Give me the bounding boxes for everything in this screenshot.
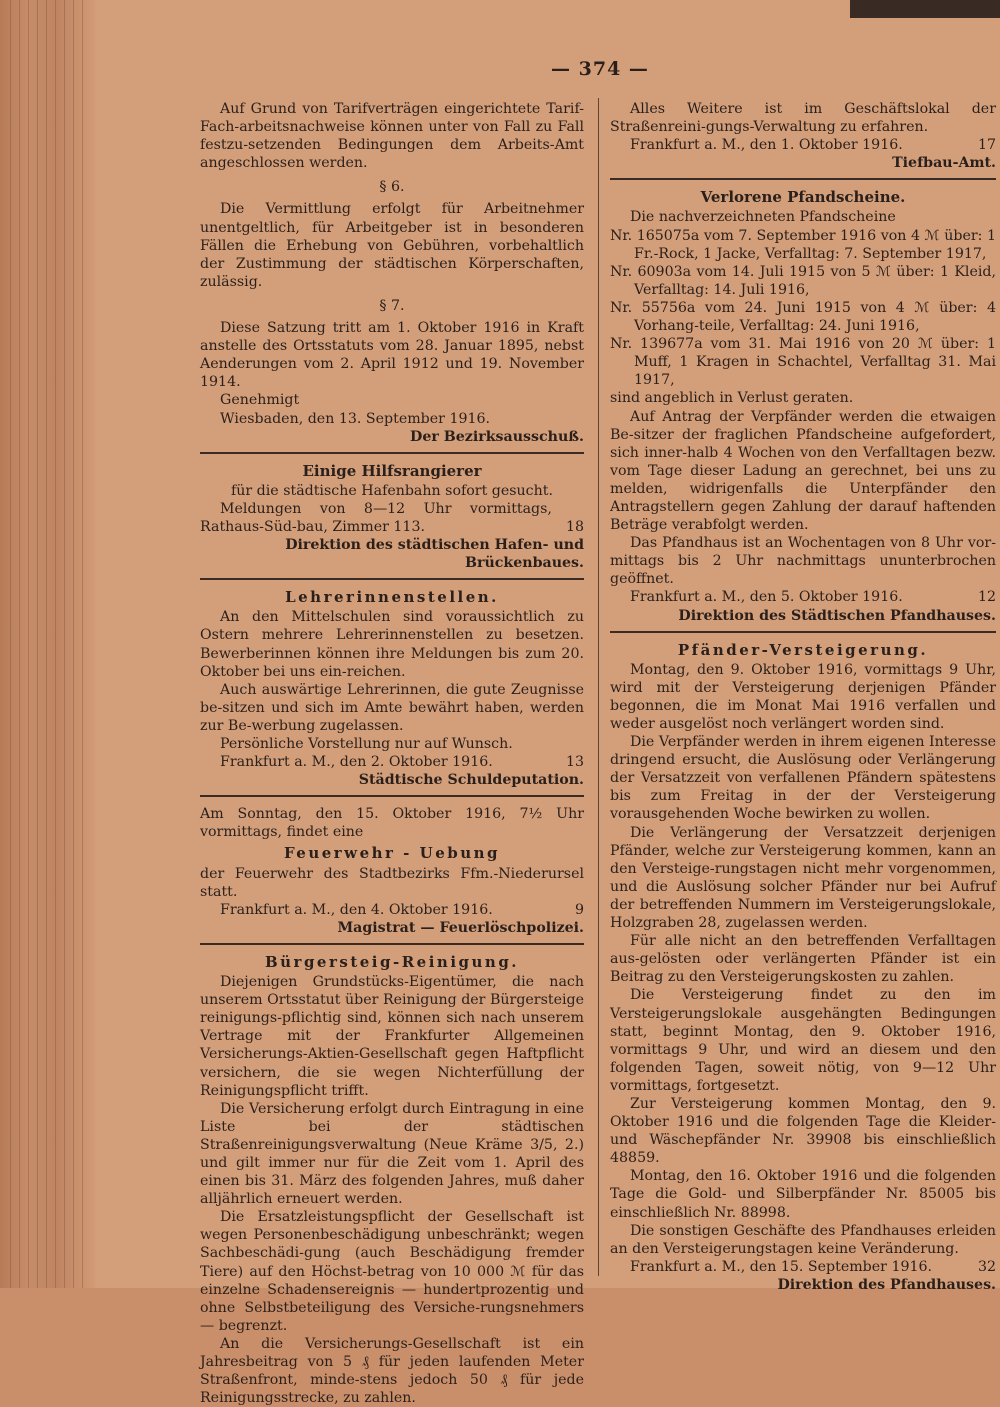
paragraph: Diejenigen Grundstücks-Eigentümer, die nach unserem Ortsstatut über Reinigung der Bürgersteige reinigungs-pflichtig sind, können sich nach unserem Vertrage mit der Frankfurter Allgemeinen Versicherungs-Aktien-Gesellschaft gegen Haftpflicht versichern, die sie wegen Nichterfüllung der Reinigungspflicht trifft. [200,974,584,1099]
left-column [200,100,584,1407]
notice-heading: Einige Hilfsrangierer [302,461,482,480]
place-date: Frankfurt a. M., den 4. Oktober 1916. [220,901,493,918]
signature: Direktion des städtischen Hafen- und Brückenbaues. [285,537,584,572]
paragraph: Auf Grund von Tarifverträgen eingerichtete Tarif-Fach-arbeitsnachweise können unter von Fall zu Fall festzu-setzenden Bedingungen dem Arbeits-Amt angeschlossen werden. [200,101,584,172]
paragraph: An den Mittelschulen sind voraussichtlich zu Ostern mehrere Lehrerinnenstellen zu besetzen. Bewerberinnen können ihre Meldungen bis zum 20. Oktober bei uns ein-reichen. [200,609,584,680]
paragraph: Persönliche Vorstellung nur auf Wunsch. [220,736,513,752]
paragraph: An die Versicherungs-Gesellschaft ist ein Jahresbeitrag von 5 ₰ für jeden laufenden Meter Straßenfront, minde-stens jedoch 50 ₰ für jede Reinigungsstrecke, zu zahlen. [200,1335,584,1407]
paragraph: Die nachverzeichneten Pfandscheine [630,209,896,226]
section-heading: § 6. [379,179,405,196]
divider [200,795,584,797]
list-item: Nr. 55756a vom 24. Juni 1915 von 4 ℳ über: 4 Vorhang-teile, Verfalltag: 24. Juni 1916, [610,299,996,335]
paragraph: Die Ersatzleistungspflicht der Gesellschaft ist wegen Personenbeschädigung unbeschränkt; wegen Sachbeschädi-gung (auch Beschädigung fremder Tiere) auf den Höchst-betrag von 10 000 ℳ für das einzelne Schadensereignis — hundertprozentig und ohne Selbstbeteiligung des Versiche-rungsnehmers — begrenzt. [200,1209,584,1334]
paragraph: Das Pfandhaus ist an Wochentagen von 8 Uhr vor-mittags bis 2 Uhr nachmittags ununterbrochen geöffnet. [610,535,996,588]
list-item: Nr. 60903a vom 14. Juli 1915 von 5 ℳ über: 1 Kleid, Verfalltag: 14. Juli 1916, [610,263,996,298]
paragraph: Auf Antrag der Verpfänder werden die etwaigen Be-sitzer der fraglichen Pfandscheine aufgefordert, sich inner-halb 4 Wochen von den Verfalltagen bezw. vom Tage dieser Ladung an gerechnet, bei uns zu melden, widrigenfalls die Unterpfänder den Antragstellern gegen Zahlung der darauf haftenden Beträge verabfolgt werden. [610,408,996,534]
paragraph: Zur Versteigerung kommen Montag, den 9. Oktober 1916 und die folgenden Tage die Kleider- und Wäschepfänder Nr. 39908 bis einschließlich 48859. [610,1095,996,1167]
paragraph: Montag, den 9. Oktober 1916, vormittags 9 Uhr, wird mit der Versteigerung derjenigen Pfänder begonnen, die im Monat Mai 1916 verfallen und weder ausgelöst noch verlängert worden sind. [610,661,996,732]
list-item: Nr. 165075a vom 7. September 1916 von 4 ℳ über: 1 Fr.-Rock, 1 Jacke, Verfalltag: 7. September 1917, [610,227,996,262]
paragraph: Die Verlängerung der Versatzzeit derjenigen Pfänder, welche zur Versteigerung kommen, kann an den Versteige-rungstagen nicht mehr vorgenommen, und die Auslösung solcher Pfänder nur bei Aufruf der betreffenden Nummern im Versteigerungslokale, Holzgraben 28, zugelassen werden. [610,824,996,932]
paragraph: Meldungen von 8—12 Uhr vormittags, Rathaus-Süd-bau, Zimmer 113. [200,500,552,535]
date-line [610,1258,996,1276]
list-item: Nr. 139677a vom 31. Mai 1916 von 20 ℳ über: 1 Muff, 1 Kragen in Schachtel, Verfalltag 31. Mai 1917, [610,336,996,389]
divider [200,452,584,454]
column-divider [598,98,599,1276]
notice-heading: Feuerwehr - Uebung [283,844,501,863]
paragraph: sind angeblich in Verlust geraten. [610,390,854,407]
signature: Der Bezirksausschuß. [410,428,584,445]
paragraph: Die sonstigen Geschäfte des Pfandhauses erleiden an den Versteigerungstagen keine Veränderung. [610,1222,996,1257]
notice-number: 12 [977,589,996,606]
signature: Direktion des Pfandhauses. [777,1276,996,1293]
notice-heading: Bürgersteig-Reinigung. [264,952,520,971]
signature: Direktion des Städtischen Pfandhauses. [678,607,996,624]
section-heading: § 7. [379,297,405,314]
paragraph: Auch auswärtige Lehrerinnen, die gute Zeugnisse be-sitzen und sich im Amte bewährt haben, werden zur Be-werbung zugelassen. [200,681,584,734]
divider [610,631,996,633]
place-date: Frankfurt a. M., den 1. Oktober 1916. [630,137,903,154]
place-date: Frankfurt a. M., den 5. Oktober 1916. [630,589,903,606]
date-line [200,901,584,919]
notice-heading: Pfänder-Versteigerung. [677,640,929,659]
page-stack-lines [10,0,90,1288]
notice-number: 9 [574,901,584,918]
place-date: Frankfurt a. M., den 15. September 1916. [630,1258,933,1275]
notice-number: 18 [565,518,584,535]
paragraph: Montag, den 16. Oktober 1916 und die folgenden Tage die Gold- und Silberpfänder Nr. 85005 bis einschließlich Nr. 88998. [610,1168,996,1221]
notice-heading: Verlorene Pfandscheine. [700,188,906,207]
place-date: Wiesbaden, den 13. September 1916. [220,410,491,427]
date-line [610,136,996,154]
signature: Magistrat — Feuerlöschpolizei. [337,919,584,936]
signature: Städtische Schuldeputation. [358,772,584,789]
notice-number: 17 [977,137,996,154]
paragraph: Für alle nicht an den betreffenden Verfalltagen aus-gelösten oder verlängerten Pfänder ist ein Beitrag zu den Versteigerungskosten zu zahlen. [610,933,996,986]
paragraph: Alles Weitere ist im Geschäftslokal der Straßenreini-gungs-Verwaltung zu erfahren. [610,101,996,136]
paragraph: der Feuerwehr des Stadtbezirks Ffm.-Niederursel statt. [200,865,584,900]
notice-subheading: für die städtische Hafenbahn sofort gesucht. [231,482,553,499]
place-date: Frankfurt a. M., den 2. Oktober 1916. [220,754,493,771]
notice-line [200,500,584,536]
signature: Tiefbau-Amt. [892,155,996,172]
paragraph: Am Sonntag, den 15. Oktober 1916, 7½ Uhr vormittags, findet eine [200,806,584,841]
notice-heading: Lehrerinnenstellen. [285,588,499,607]
paragraph: Die Versteigerung findet zu den im Versteigerungslokale ausgehängten Bedingungen statt, beginnt Montag, den 9. Oktober 1916, vormittags 9 Uhr, und wird an diesem und den folgenden Tagen, soweit nötig, von 9—12 Uhr vormittags, fortgesetzt. [610,987,996,1094]
divider [200,943,584,945]
page-number: — 374 — [551,58,649,80]
paragraph: Die Verpfänder werden in ihrem eigenen Interesse dringend ersucht, die Auslösung oder Verlängerung der Versatzzeit von verfallenen Pfändern spätestens bis zum Freitag in der der Versteigerung vorausgehenden Woche bewirken zu wollen. [610,734,996,823]
notice-number: 32 [977,1258,996,1275]
approval-note: Genehmigt [220,392,300,409]
divider [610,178,996,180]
paragraph: Diese Satzung tritt am 1. Oktober 1916 in Kraft anstelle des Ortsstatuts vom 28. Januar 1895, nebst Aenderungen vom 2. April 1912 und 19. November 1914. [200,320,584,391]
right-column [610,100,996,1294]
date-line [200,753,584,771]
binding-tab [850,0,1000,18]
divider [200,578,584,580]
date-line [610,588,996,606]
paragraph: Die Versicherung erfolgt durch Eintragung in eine Liste bei der städtischen Straßenreinigungsverwaltung (Neue Kräme 3/5, 2.) und gilt immer nur für die Zeit vom 1. April des einen bis 31. März des folgenden Jahres, muß daher alljährlich erneuert werden. [200,1100,584,1208]
paragraph: Die Vermittlung erfolgt für Arbeitnehmer unentgeltlich, für Arbeitgeber ist in besonderen Fällen die Erhebung von Gebühren, vorbehaltlich der Zustimmung der städtischen Körperschaften, zulässig. [200,201,584,290]
notice-number: 13 [565,754,584,771]
